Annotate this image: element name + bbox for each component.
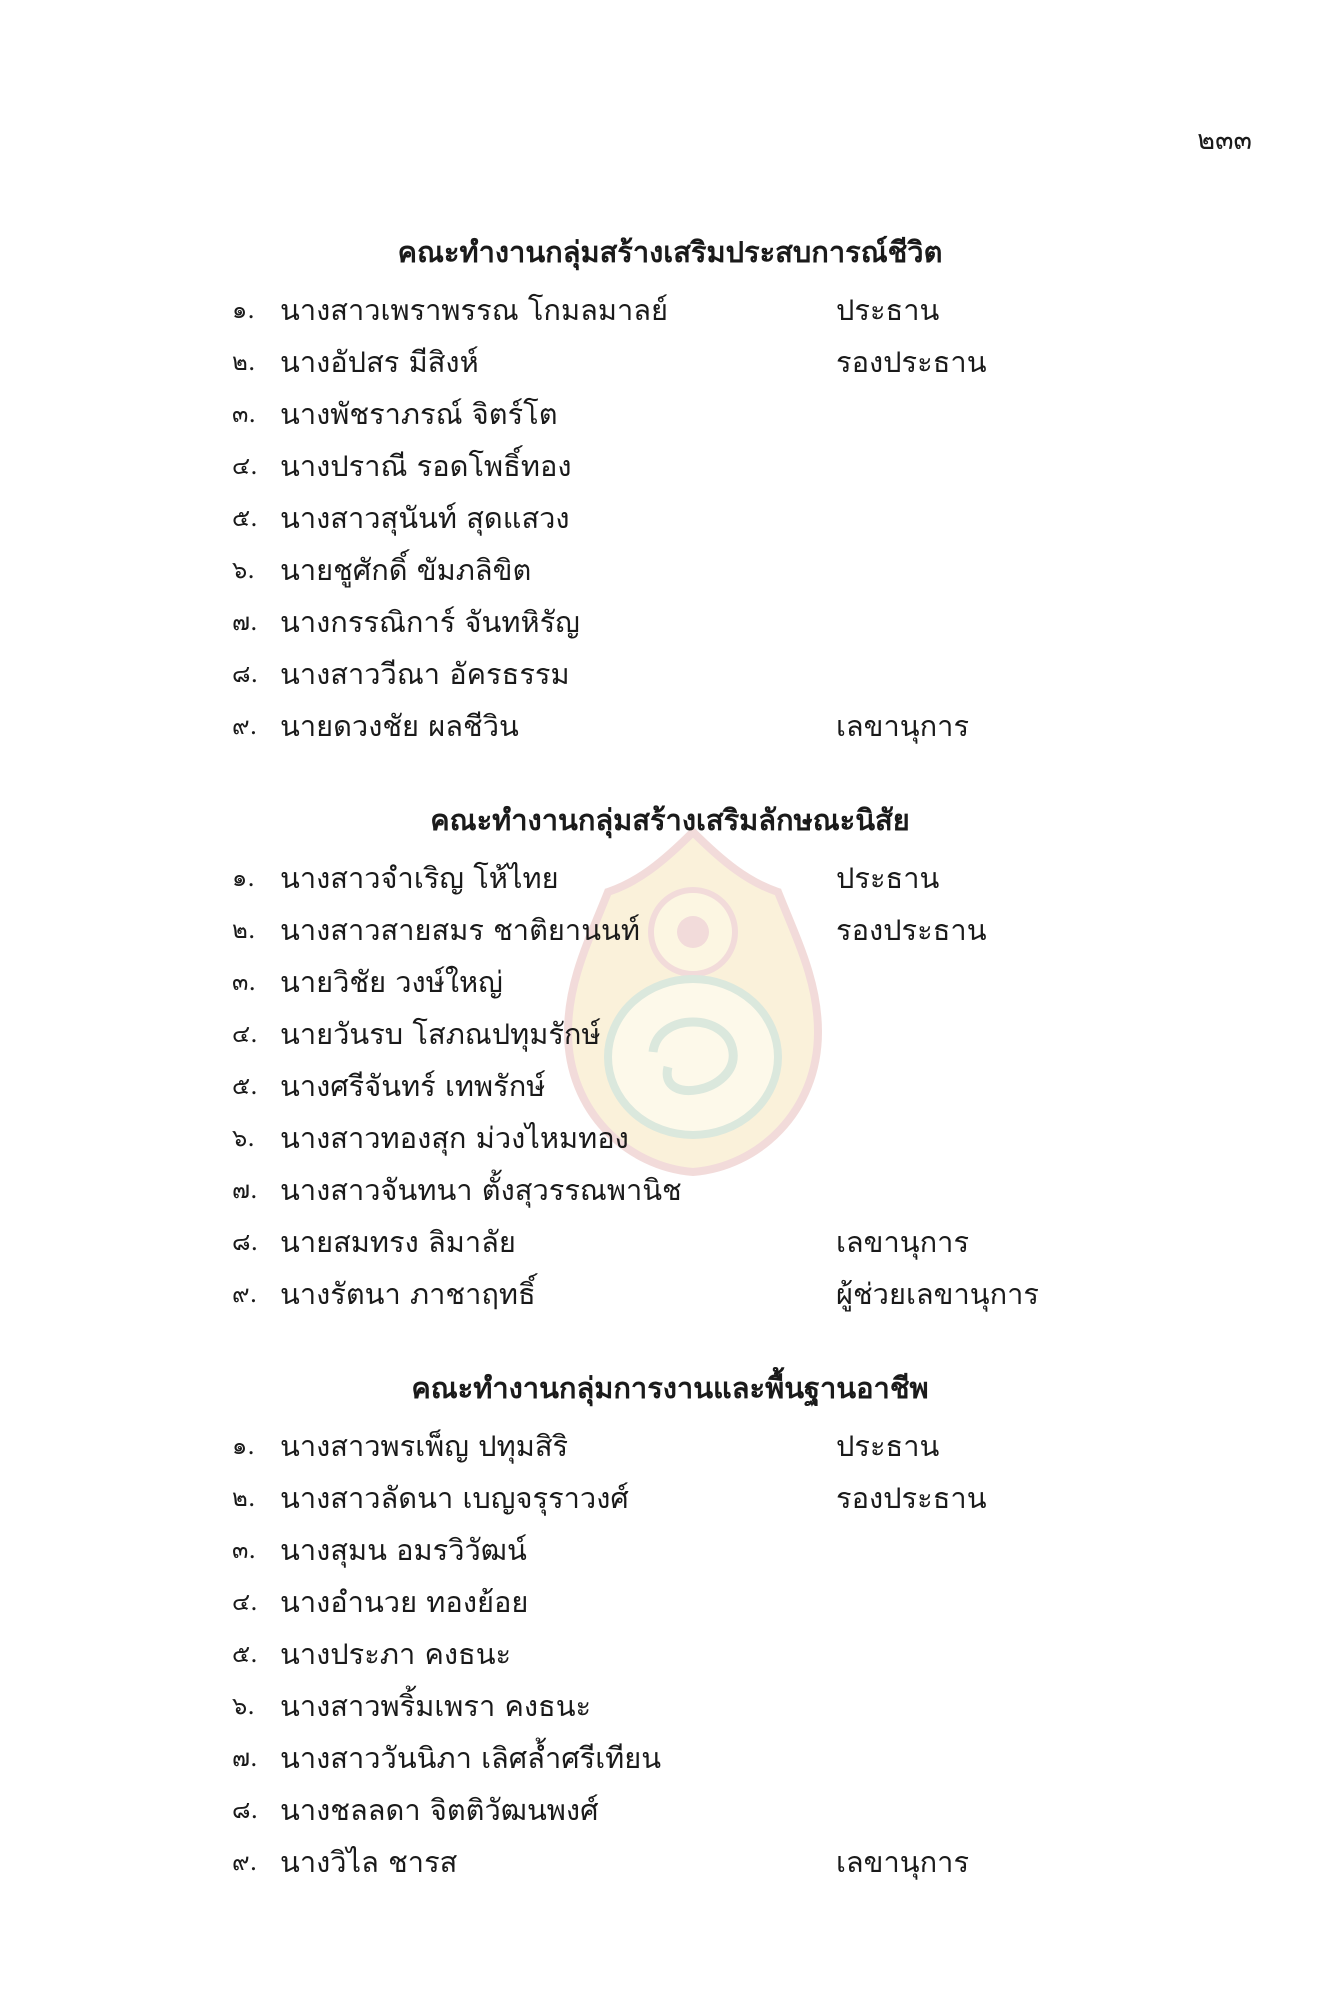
member-name: นายสมทรง ลิมาลัย: [280, 1225, 516, 1259]
member-role: รองประธาน: [836, 1481, 987, 1515]
member-row: [0, 1524, 1340, 1576]
member-number: ๔.: [232, 1588, 258, 1616]
member-name: นางสาวจำเริญ โห้ไทย: [280, 861, 559, 895]
member-number: ๖.: [232, 556, 255, 584]
member-name: นางศรีจันทร์ เทพรักษ์: [280, 1069, 546, 1103]
member-number: ๖.: [232, 1124, 255, 1152]
member-row: [0, 596, 1340, 648]
member-role: ประธาน: [836, 861, 940, 895]
member-number: ๗.: [232, 1744, 258, 1772]
member-role: รองประธาน: [836, 345, 987, 379]
member-row: [0, 956, 1340, 1008]
member-number: ๖.: [232, 1692, 255, 1720]
member-name: นายวันรบ โสภณปทุมรักษ์: [280, 1017, 601, 1051]
page-number: ๒๓๓: [1197, 125, 1252, 156]
member-name: นางสาวลัดนา เบญจรุราวงศ์: [280, 1481, 629, 1515]
member-row: [0, 700, 1340, 752]
member-name: นางสาวพรเพ็ญ ปทุมสิริ: [280, 1429, 569, 1463]
member-row: [0, 1680, 1340, 1732]
member-number: ๙.: [232, 1848, 258, 1876]
member-row: [0, 852, 1340, 904]
member-name: นางสาวพริ้มเพรา คงธนะ: [280, 1689, 592, 1723]
member-name: นางประภา คงธนะ: [280, 1637, 512, 1671]
member-name: นายชูศักดิ์ ขัมภลิขิต: [280, 553, 532, 587]
member-row: [0, 1060, 1340, 1112]
member-role: เลขานุการ: [836, 709, 970, 743]
member-number: ๑.: [232, 296, 255, 324]
member-name: นางกรรณิการ์ จันทหิรัญ: [280, 605, 580, 639]
member-name: นางพัชราภรณ์ จิตร์โต: [280, 397, 558, 431]
member-name: นางสุมน อมรวิวัฒน์: [280, 1533, 527, 1567]
member-row: [0, 336, 1340, 388]
section-title: คณะทำงานกลุ่มการงานและพื้นฐานอาชีพ: [411, 1371, 929, 1405]
member-name: นายวิชัย วงษ์ใหญ่: [280, 965, 503, 999]
member-row: [0, 1420, 1340, 1472]
member-row: [0, 388, 1340, 440]
member-row: [0, 1472, 1340, 1524]
member-name: นางอัปสร มีสิงห์: [280, 345, 479, 379]
member-number: ๙.: [232, 1280, 258, 1308]
member-name: นางสาวสายสมร ชาติยานนท์: [280, 913, 640, 947]
member-row: [0, 1268, 1340, 1320]
section-title: คณะทำงานกลุ่มสร้างเสริมลักษณะนิสัย: [430, 803, 910, 837]
member-name: นางปราณี รอดโพธิ์ทอง: [280, 449, 572, 483]
member-role: เลขานุการ: [836, 1845, 970, 1879]
member-row: [0, 1732, 1340, 1784]
member-row: [0, 1008, 1340, 1060]
member-role: ผู้ช่วยเลขานุการ: [836, 1277, 1039, 1311]
member-name: นางสาววันนิภา เลิศล้ำศรีเทียน: [280, 1741, 662, 1775]
member-row: [0, 492, 1340, 544]
member-number: ๒.: [232, 348, 256, 376]
member-number: ๒.: [232, 1484, 256, 1512]
member-number: ๘.: [232, 1796, 259, 1824]
member-number: ๕.: [232, 504, 258, 532]
member-number: ๓.: [232, 968, 257, 996]
member-number: ๘.: [232, 660, 259, 688]
member-row: [0, 648, 1340, 700]
member-name: นายดวงชัย ผลชีวิน: [280, 709, 519, 743]
member-number: ๑.: [232, 864, 255, 892]
member-number: ๔.: [232, 452, 258, 480]
member-number: ๗.: [232, 1176, 258, 1204]
member-number: ๑.: [232, 1432, 255, 1460]
section-title: คณะทำงานกลุ่มสร้างเสริมประสบการณ์ชีวิต: [397, 235, 943, 269]
member-row: [0, 1576, 1340, 1628]
member-number: ๘.: [232, 1228, 259, 1256]
member-number: ๓.: [232, 1536, 257, 1564]
member-role: ประธาน: [836, 1429, 940, 1463]
member-name: นางสาววีณา อัครธรรม: [280, 657, 570, 691]
member-role: รองประธาน: [836, 913, 987, 947]
member-name: นางรัตนา ภาชาฤทธิ์: [280, 1277, 536, 1311]
member-row: [0, 1216, 1340, 1268]
member-number: ๓.: [232, 400, 257, 428]
member-number: ๙.: [232, 712, 258, 740]
member-row: [0, 544, 1340, 596]
member-role: ประธาน: [836, 293, 940, 327]
member-name: นางวิไล ชารส: [280, 1845, 458, 1879]
member-row: [0, 1784, 1340, 1836]
member-row: [0, 1164, 1340, 1216]
member-row: [0, 284, 1340, 336]
member-name: นางสาวจันทนา ตั้งสุวรรณพานิช: [280, 1173, 682, 1207]
member-row: [0, 1628, 1340, 1680]
member-number: ๗.: [232, 608, 258, 636]
member-number: ๒.: [232, 916, 256, 944]
member-row: [0, 440, 1340, 492]
member-name: นางสาวสุนันท์ สุดแสวง: [280, 501, 570, 535]
member-number: ๕.: [232, 1072, 258, 1100]
member-row: [0, 1836, 1340, 1888]
member-number: ๕.: [232, 1640, 258, 1668]
member-row: [0, 904, 1340, 956]
member-row: [0, 1112, 1340, 1164]
member-name: นางสาวเพราพรรณ โกมลมาลย์: [280, 293, 669, 327]
member-number: ๔.: [232, 1020, 258, 1048]
member-name: นางสาวทองสุก ม่วงไหมทอง: [280, 1121, 629, 1155]
member-name: นางชลลดา จิตติวัฒนพงศ์: [280, 1793, 599, 1827]
member-role: เลขานุการ: [836, 1225, 970, 1259]
member-name: นางอำนวย ทองย้อย: [280, 1585, 529, 1619]
